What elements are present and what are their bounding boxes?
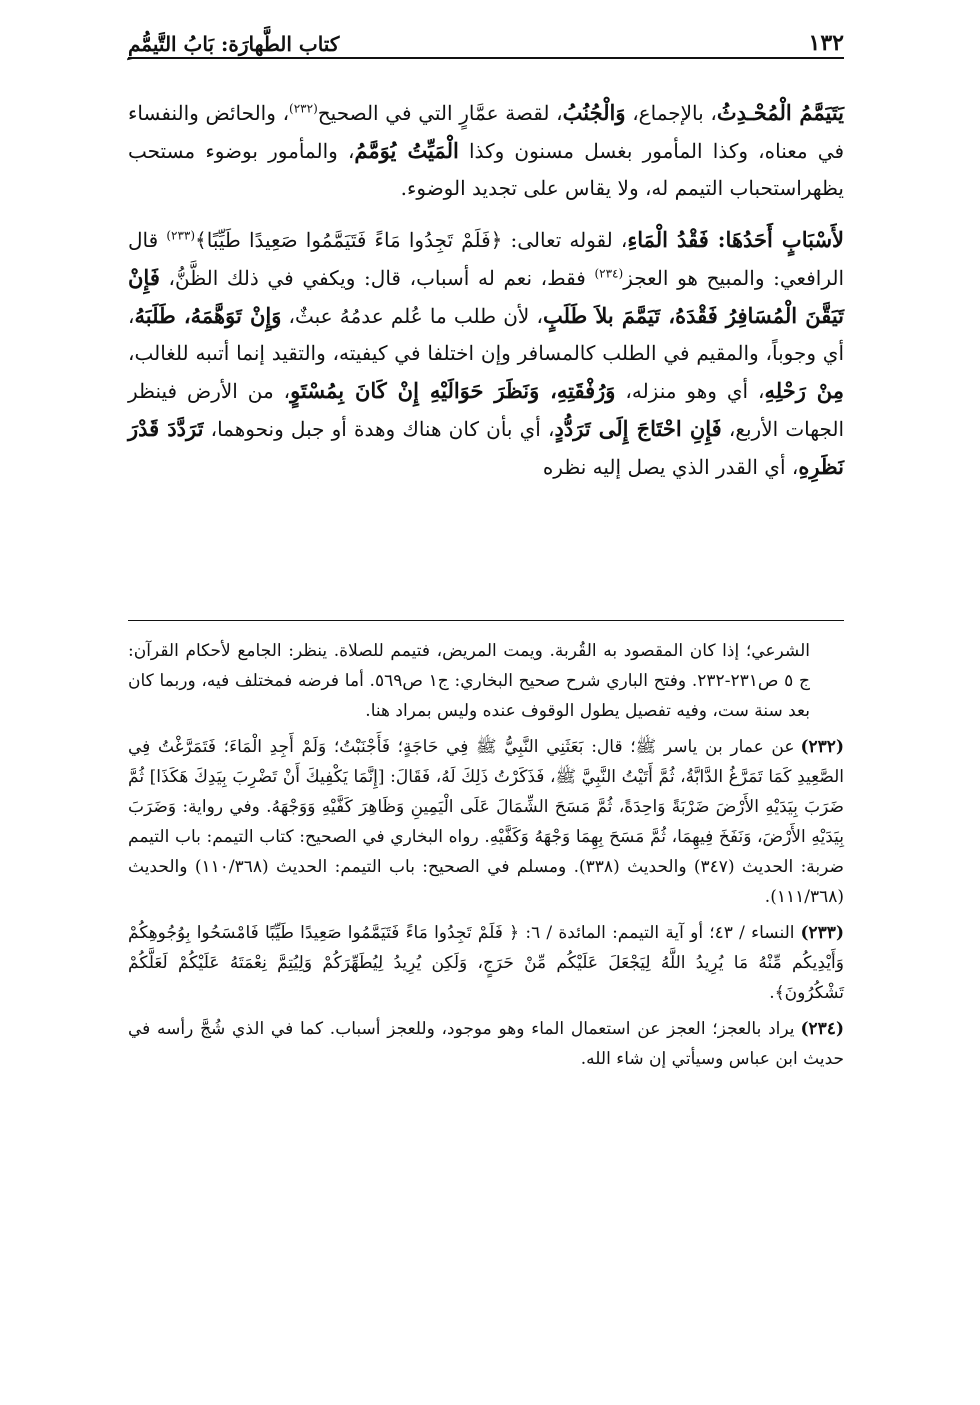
text-segment: ، أي وهو منزله، [615,379,765,403]
running-header [128,26,844,56]
paragraph-causes [128,221,844,486]
footnote-number: (٢٣٢) [800,737,844,757]
text-segment: ، أي القدر الذي يصل إليه نظره [542,455,799,479]
term-rahl: مِنْ رَحْلِهِ [764,378,844,403]
footnote-232 [128,732,844,912]
footnote-divider [128,620,844,621]
term-tawahhum: وَإِنْ تَوَهَّمَهُ، طَلَبَهُ [134,303,282,328]
footnote-ref-233[interactable]: (٢٣٣) [166,228,196,243]
chapter-title: كتاب الطَّهارَة: بَابُ التَّيمُّمِ [128,32,340,56]
main-text [128,94,844,486]
page-number: ١٣٢ [808,30,844,56]
term-nazar: تَرَدَّدَ قَدْرَ نَظَرِهِ [128,416,844,479]
footnote-233 [128,918,844,1008]
paragraph-tayammum-persons [128,94,844,207]
header-rule [128,57,844,59]
footnote-continuation: الشرعي؛ إذا كان المقصود به القُربة. ويمت المريض، فتيمم للصلاة. ينظر: الجامع لأحكام القرآن: ج ٥ ص٢٣١-٢٣٢. وفتح الباري شرح صحيح البخاري: ج١ ص٥٦٩. أما فرضه فمختلف فيه، وربما كان بعد سنة ست، وفيه تفصيل يطول الوقوف عنده وليس بمراد هنا. [128,641,810,721]
term-asbab: لأَسْبَابٍ أَحَدُهَا: فَقْدُ الْمَاءِ [627,227,845,252]
text-segment: ، بالإجماع، [625,101,717,125]
term-junub: وَالْجُنُبُ [562,100,626,125]
footnote-number: (٢٣٣) [800,923,844,943]
footnote-234 [128,1014,844,1074]
footnotes [128,636,844,1080]
term-muhdith: يَتَيَمَّمُ الْمُحْـدِثُ [716,100,844,125]
footnote-text: النساء / ٤٣؛ أو آية التيمم: المائدة / ٦: ﴿ فَلَمْ تَجِدُوا مَاءً فَتَيَمَّمُوا صَعِيدًا طَيِّبًا فَامْسَحُوا بِوُجُوهِكُمْ وَأَيْدِيكُم مِّنْهُ مَا يُرِيدُ اللَّهُ لِيَجْعَلَ عَلَيْكُم مِّنْ حَرَجٍ، وَلَكِن يُرِيدُ لِيُطَهِّرَكُمْ وَلِيُتِمَّ نِعْمَتَهُ عَلَيْكُمْ لَعَلَّكُمْ تَشْكُرُونَ﴾. [128,923,844,1003]
text-segment: ، لقوله تعالى: ﴿فَلَمْ تَجِدُوا مَاءً فَتَيَمَّمُوا صَعِيدًا طَيِّبًا﴾ [195,228,628,252]
text-segment: ، لقصة عمَّارٍ التي في الصحيح [317,101,563,125]
text-segment: ، والمأمور بوضوء مستحب يظهراستحباب التيمم له، ولا يقاس على تجديد الوضوء. [128,139,844,200]
text-segment: ، أي بأن كان هناك وهدة أو جبل ونحوهما، [203,417,555,441]
footnote-ref-234[interactable]: (٢٣٤) [594,266,624,281]
text-segment: ، من الأرض فينظر الجهات الأربع، [128,379,845,441]
footnote-text: عن عمار بن ياسر ﷺ؛ قال: بَعَثَنِي النَّبِيُّ ﷺ فِي حَاجَةٍ؛ فَأَجْنَبْتُ؛ وَلَمْ أَجِدِ الْمَاءَ؛ فَتَمَرَّغْتُ فِي الصَّعِيدِ كَمَا تَمَرَّغُ الدَّابَّةُ، ثُمَّ أَتَيْتُ النَّبِيَّ ﷺ، فَذَكَرْتُ ذَلِكَ لَهُ، فَقَالَ: [إِنَّمَا يَكْفِيكَ أَنْ تَضْرِبَ بِيَدِكَ هَكَذَا] ثُمَّ ضَرَبَ بِيَدَيْهِ الأَرْضَ ضَرْبَةً وَاحِدَةً، ثُمَّ مَسَحَ الشِّمَالَ عَلَى الْيَمِينِ وَظَاهِرَ كَفَّيْهِ وَوَجْهَهُ. وفي رواية: وَضَرَبَ بِيَدَيْهِ الأَرْضَ، وَنَفَخَ فِيهِمَا، ثُمَّ مَسَحَ بِهِمَا وَجْهَهُ وَكَفَّيْهِ. رواه البخاري في الصحيح: كتاب التيمم: باب التيمم ضربة: الحديث (٣٤٧) والحديث (٣٣٨). ومسلم في الصحيح: باب التيمم: الحديث (١١٠/٣٦٨) والحديث (١١١/٣٦٨). [128,737,844,907]
text-segment: ، لأن طلب ما عُلم عدمُهُ عبثٌ، [281,304,543,328]
text-segment: قال الرافعي: والمبيح هو العجز [128,228,845,290]
text-segment: ، والحائض والنفساء في معناه، وكذا المأمور بغسل مسنون وكذا [128,101,845,163]
term-rufqa: وَرُفْقَتِهِ، وَنَظَرَ حَوَالَيْهِ إِنْ كَانَ بِمُسْتَوٍ [290,378,616,403]
term-musafir: فَإِنْ تَيَقَّنَ الْمُسَافِرُ فَقْدَهُ، تَيَمَّمَ بلاَ طَلَبٍ [128,265,844,328]
text-segment: فقط، نعم له أسباب، قال: ويكفي في ذلك الظَّنُّ، [159,266,595,290]
footnote-number: (٢٣٤) [800,1019,844,1039]
footnote-text: يراد بالعجز؛ العجز عن استعمال الماء وهو موجود، وللعجز أسباب. كما في الذي شُجَّ رأسه في حديث ابن عباس وسيأتي إن شاء الله. [128,1019,844,1069]
footnote-ref-232[interactable]: (٢٣٢) [289,101,318,116]
term-mayyit: الْمَيِّتُ يُوَمَّمُ [354,138,459,163]
term-taraddud: فَإِنِ احْتَاجَ إِلَى تَرَدُّدٍ [554,416,722,441]
text-segment: ، أي وجوباً، والمقيم في الطلب كالمسافر وإن اختلفا في كيفيته، والتقيد إنما أتىبه للغالب، [128,304,844,365]
